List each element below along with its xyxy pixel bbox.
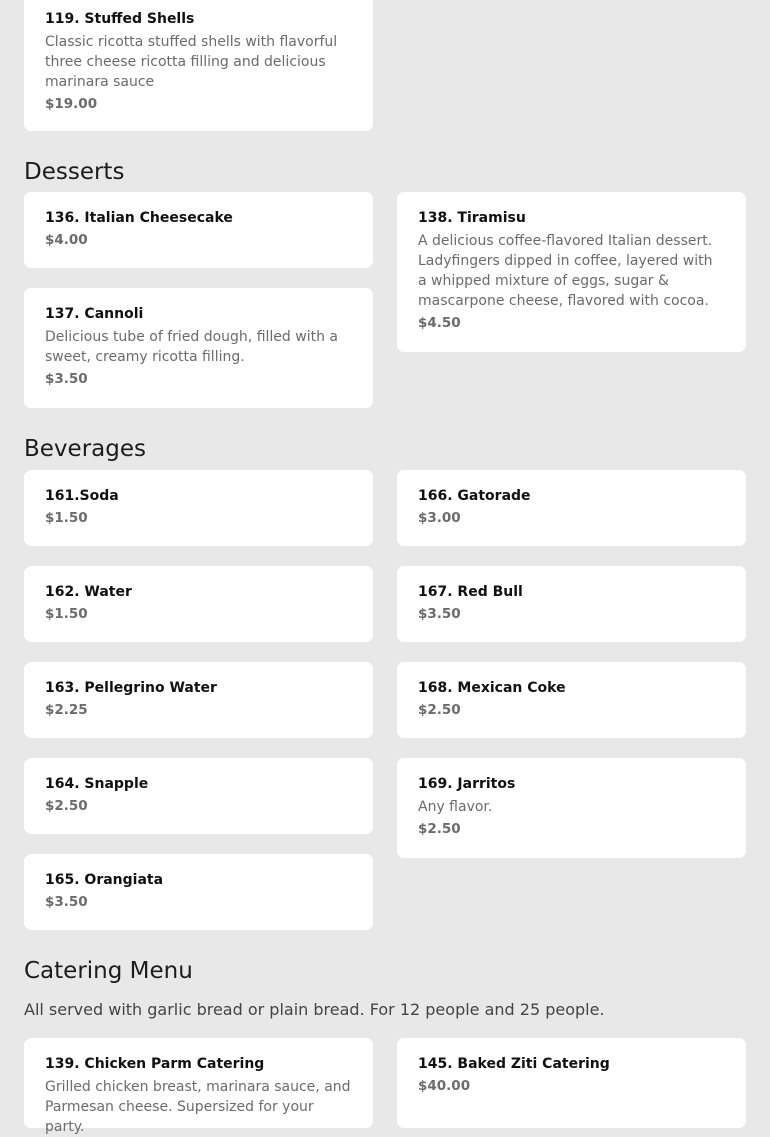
menu-item-card[interactable] [397,1038,746,1128]
section-title-beverages: Beverages [24,436,146,462]
menu-item-card[interactable] [24,566,373,642]
item-description: Classic ricotta stuffed shells with flavorful three cheese ricotta filling and delicious marinara sauce [45,34,338,90]
item-description: Grilled chicken breast, marinara sauce, and Parmesan cheese. Supersized for your party. [45,1079,351,1135]
item-price: $40.00 [418,1078,471,1094]
item-price: $3.00 [418,510,461,526]
item-description: Delicious tube of fried dough, filled with a sweet, creamy ricotta filling. [45,329,338,365]
item-name: 119. Stuffed Shells [45,11,195,27]
item-price: $3.50 [418,606,461,622]
item-description: A delicious coffee-flavored Italian dessert. Ladyfingers dipped in coffee, layered with a whipped mixture of eggs, sugar & mascarpone cheese, flavored with cocoa. [418,233,713,309]
menu-item-card[interactable] [397,662,746,738]
item-name: 164. Snapple [45,776,149,792]
menu-item-card[interactable] [24,470,373,546]
item-name: 167. Red Bull [418,584,523,600]
item-name: 169. Jarritos [418,776,516,792]
item-price: $19.00 [45,96,98,112]
item-price: $3.50 [45,371,88,387]
item-name: 161.Soda [45,488,119,504]
item-name: 162. Water [45,584,132,600]
menu-item-card[interactable] [24,0,373,131]
section-title-desserts: Desserts [24,159,125,185]
menu-item-card[interactable] [24,662,373,738]
item-price: $4.50 [418,315,461,331]
section-description-catering: All served with garlic bread or plain bread. For 12 people and 25 people. [24,1000,605,1019]
menu-item-card[interactable] [24,758,373,834]
item-name: 168. Mexican Coke [418,680,566,696]
menu-item-card[interactable] [24,288,373,408]
item-name: 136. Italian Cheesecake [45,210,233,226]
item-price: $2.50 [45,798,88,814]
item-description: Any flavor. [418,799,493,815]
item-name: 139. Chicken Parm Catering [45,1056,265,1072]
menu-item-card[interactable] [397,470,746,546]
menu-item-card[interactable] [24,192,373,268]
menu-item-card[interactable] [24,854,373,930]
item-price: $1.50 [45,606,88,622]
item-price: $2.25 [45,702,88,718]
menu-item-card[interactable] [24,1038,373,1135]
item-price: $2.50 [418,821,461,837]
item-name: 165. Orangiata [45,872,164,888]
item-price: $3.50 [45,894,88,910]
item-price: $1.50 [45,510,88,526]
item-price: $2.50 [418,702,461,718]
item-price: $4.00 [45,232,88,248]
menu-item-card[interactable] [397,566,746,642]
item-name: 137. Cannoli [45,306,144,322]
item-name: 145. Baked Ziti Catering [418,1056,610,1072]
item-name: 138. Tiramisu [418,210,526,226]
item-name: 166. Gatorade [418,488,531,504]
menu-item-card[interactable] [397,758,746,858]
menu-item-card[interactable] [397,192,746,352]
section-title-catering: Catering Menu [24,958,193,984]
item-name: 163. Pellegrino Water [45,680,217,696]
